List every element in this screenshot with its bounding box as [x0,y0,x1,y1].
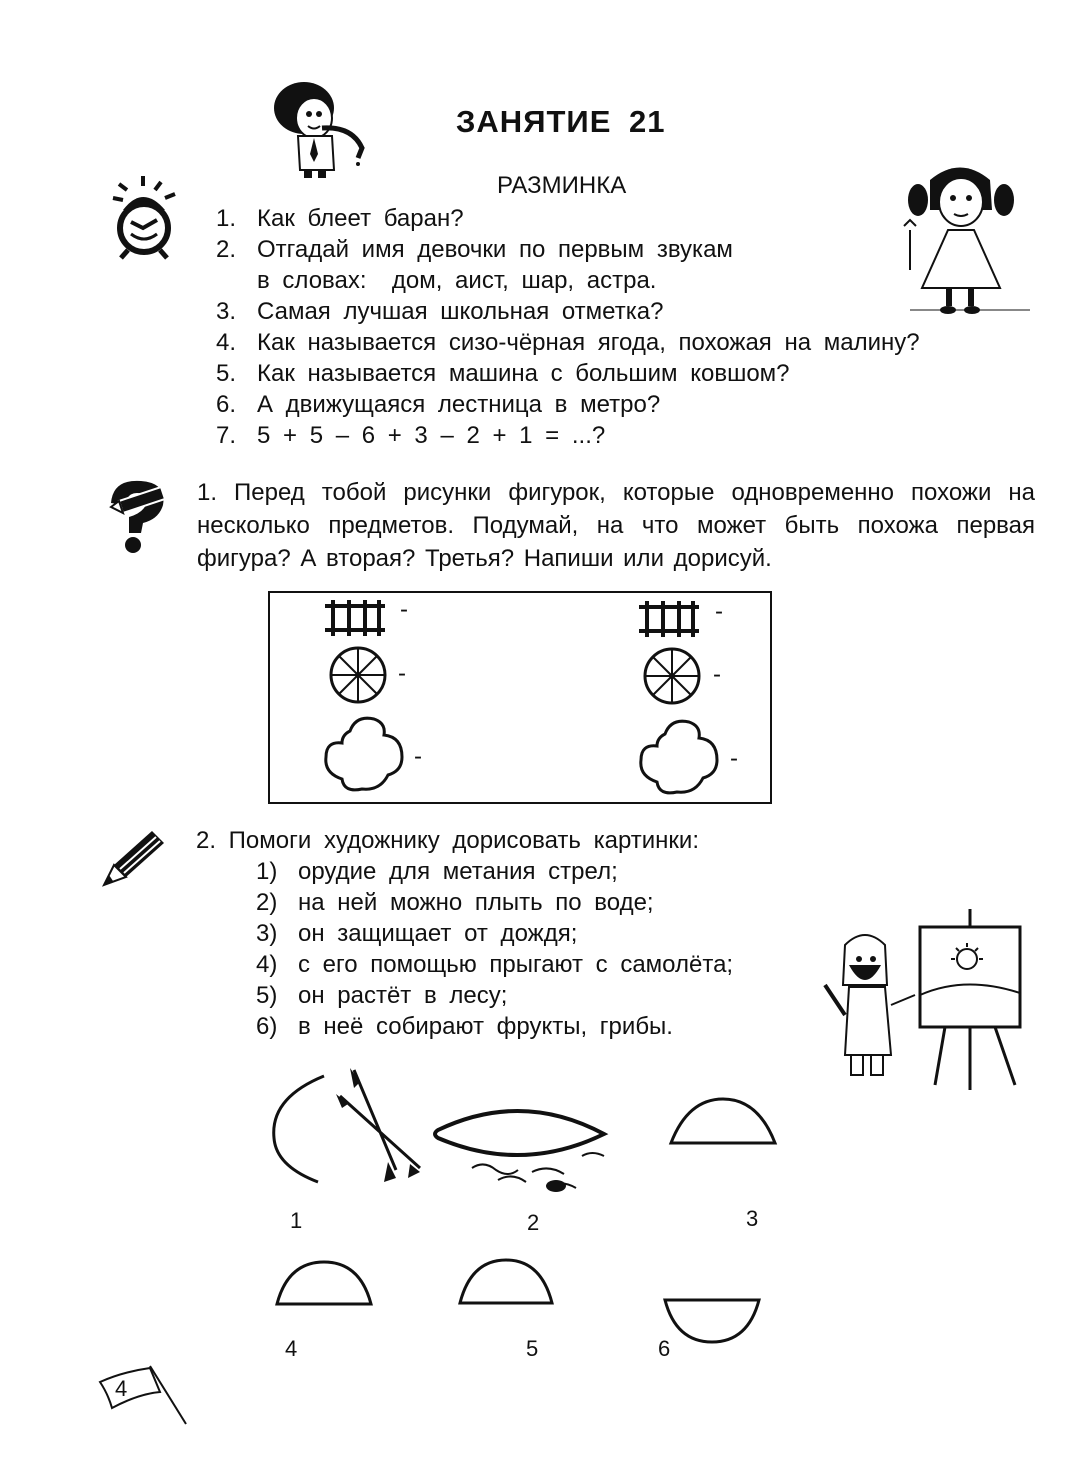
task2-item [196,887,733,918]
figure-label: 2 [527,1210,540,1235]
warmup-item [216,296,920,327]
item-text: Как называется машина с большим ковшом? [257,360,790,387]
item-text: с его помощью прыгают с самолёта; [298,951,734,978]
item-number: 6. [216,391,237,418]
item-number: 1. [216,205,237,232]
item-text: Отгадай имя девочки по первым звукам [257,236,733,263]
item-number: 5. [216,360,237,387]
warmup-item [216,234,920,265]
item-number: 5) [256,982,278,1009]
figure-label: 5 [526,1336,539,1361]
rails-figure [323,598,387,638]
question-pencil-icon [103,475,173,555]
page-number: 4 [115,1376,128,1401]
half-circle-figure [668,1095,778,1147]
task2-item [196,949,733,980]
wheel-figure [328,645,388,705]
answer-dash: - [400,596,408,623]
item-text: орудие для метания стрел; [298,858,618,885]
item-text: на ней можно плыть по воде; [298,889,654,916]
artist-illustration [815,905,1040,1095]
item-text: Как называется сизо-чёрная ягода, похожая на малину? [257,329,920,356]
item-number: 4. [216,329,237,356]
item-number: 7. [216,422,237,449]
rails-figure [637,599,701,639]
warmup-item [216,203,920,234]
item-text: он растёт в лесу; [298,982,508,1009]
task2-intro: 2. Помоги художнику дорисовать картинки: [196,827,700,854]
inverted-half-circle-figure [662,1296,762,1346]
task2-item [196,1011,733,1042]
item-number: 3) [256,920,278,947]
answer-dash: - [398,660,406,687]
boy-painter-illustration [262,78,372,188]
half-circle-figure [274,1258,374,1308]
cloud-figure [322,713,408,795]
warmup-item [216,420,920,451]
figure-label: 3 [746,1206,759,1231]
task1-text: 1. Перед тобой рисунки фигурок, которые одновременно похожи на несколько предметов. Подумай, на что может быть похожа первая фигура? А вторая? Третья? Напиши или дорисуй. [197,479,1035,572]
warmup-item [216,358,920,389]
item-text: в неё собирают фрукты, грибы. [298,1013,673,1040]
item-number: 3. [216,298,237,325]
cloud-figure [637,716,723,798]
item-number: 2. [216,236,237,263]
task2-item [196,918,733,949]
warmup-item [216,389,920,420]
task2-item [196,980,733,1011]
item-number: 2) [256,889,278,916]
answer-dash: - [715,598,723,625]
task2-item [196,856,733,887]
flag-icon [98,1364,190,1426]
warmup-item [216,327,920,358]
item-text: 5 + 5 – 6 + 3 – 2 + 1 = ...? [257,422,606,449]
item-number: 1) [256,858,278,885]
bow-arrows-figure [270,1068,420,1188]
half-circle-figure [457,1256,555,1306]
warmup-list [216,203,920,451]
item-text: он защищает от дождя; [298,920,578,947]
answer-dash: - [730,745,738,772]
answer-dash: - [414,743,422,770]
figure-label: 6 [658,1336,671,1361]
task2-list [196,825,733,1042]
item-number: 6) [256,1013,278,1040]
item-text: Самая лучшая школьная отметка? [257,298,664,325]
answer-dash: - [713,661,721,688]
pencil-icon [100,825,170,889]
item-text: А движущаяся лестница в метро? [257,391,661,418]
page-title: ЗАНЯТИЕ 21 [456,104,666,139]
item-text: Как блеет баран? [257,205,464,232]
alarm-clock-icon [103,172,183,262]
figure-label: 1 [290,1208,303,1233]
section-title-warmup: РАЗМИНКА [497,172,627,199]
wheel-figure [642,646,702,706]
girl-illustration [900,160,1040,325]
item-number: 4) [256,951,278,978]
figure-label: 4 [285,1336,298,1361]
boat-figure [432,1100,612,1210]
warmup-item-continuation: в словах: дом, аист, шар, астра. [257,267,657,294]
